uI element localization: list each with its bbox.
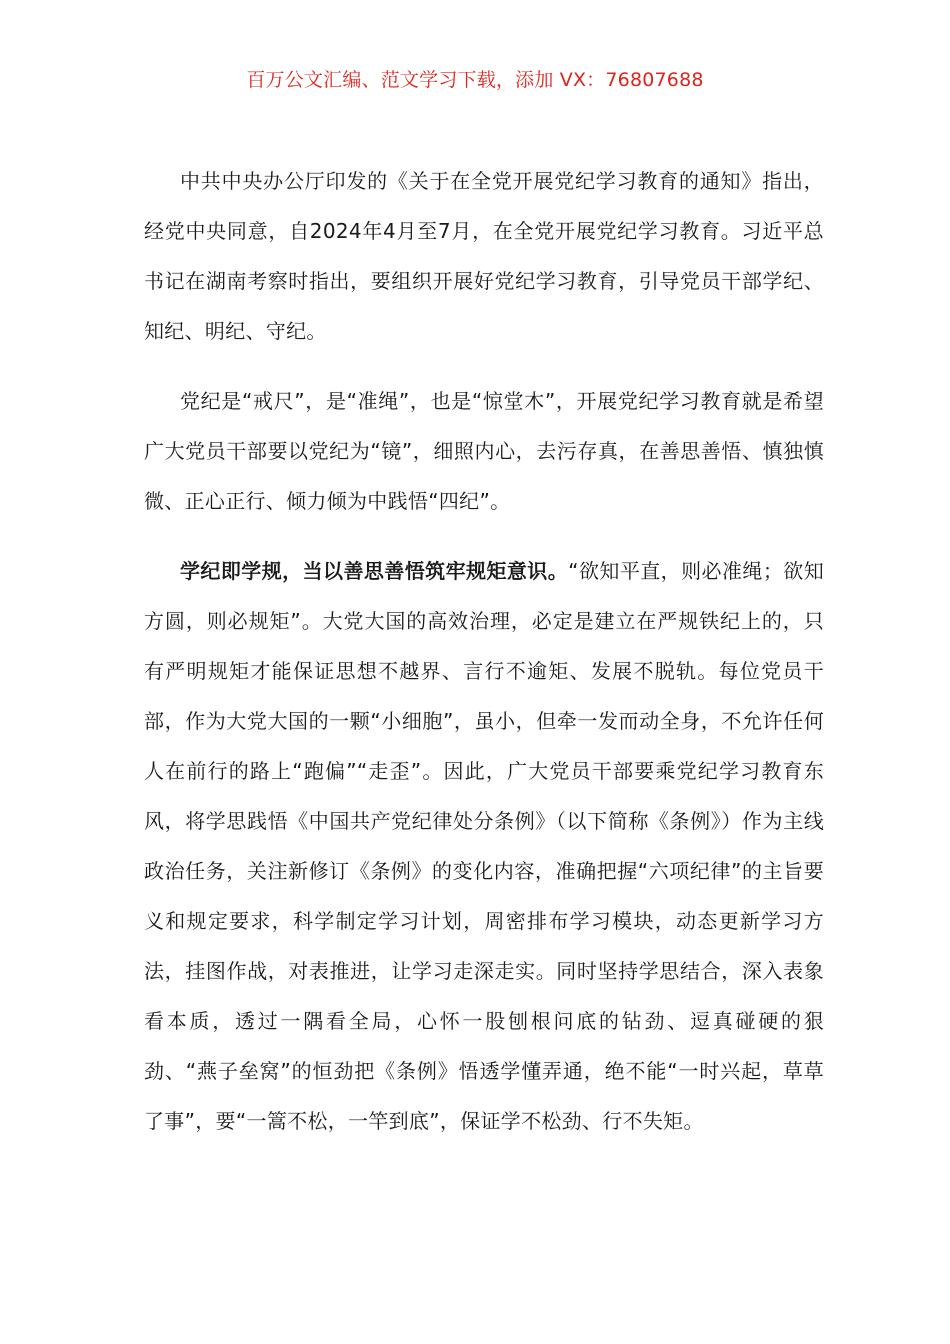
paragraph-text: 党纪是“戒尺”，是“准绳”，也是“惊堂木”，开展党纪学习教育就是希望广大党员干部要以党纪为“镜”，细照内心，去污存真，在善思善悟、慎独慎微、正心正行、倾力倾为中践悟“四纪”。: [144, 389, 824, 513]
paragraph-1: [144, 156, 824, 356]
paragraph-text: “欲知平直，则必准绳；欲知方圆，则必规矩”。大党大国的高效治理，必定是建立在严规铁纪上的，只有严明规矩才能保证思想不越界、言行不逾矩、发展不脱轨。每位党员干部，作为大党大国的一颗“小细胞”，虽小，但牵一发而动全身，不允许任何人在前行的路上“跑偏”“走歪”。因此，广大党员干部要乘党纪学习教育东风，将学思践悟《中国共产党纪律处分条例》（以下简称《条例》）作为主线政治任务，关注新修订《条例》的变化内容，准确把握“六项纪律”的主旨要义和规定要求，科学制定学习计划，周密排布学习模块，动态更新学习方法，挂图作战，对表推进，让学习走深走实。同时坚持学思结合，深入表象看本质，透过一隅看全局，心怀一股刨根问底的钻劲、逗真碰硬的狠劲、“燕子垒窝”的恒劲把《条例》悟透学懂弄通，绝不能“一时兴起，草草了事”，要“一篙不松，一竿到底”，保证学不松劲、行不失矩。: [144, 559, 824, 1133]
watermark-header: 百万公文汇编、范文学习下载，添加 VX：76807688: [246, 69, 704, 91]
paragraph-lead: 学纪即学规，当以善思善悟筑牢规矩意识。: [180, 559, 569, 583]
paragraph-2: [144, 376, 824, 526]
document-body: [144, 156, 824, 1146]
paragraph-text: 中共中央办公厅印发的《关于在全党开展党纪学习教育的通知》指出，经党中央同意，自2024年4月至7月，在全党开展党纪学习教育。习近平总书记在湖南考察时指出，要组织开展好党纪学习教育，引导党员干部学纪、知纪、明纪、守纪。: [144, 169, 824, 343]
paragraph-3: [144, 546, 824, 1146]
